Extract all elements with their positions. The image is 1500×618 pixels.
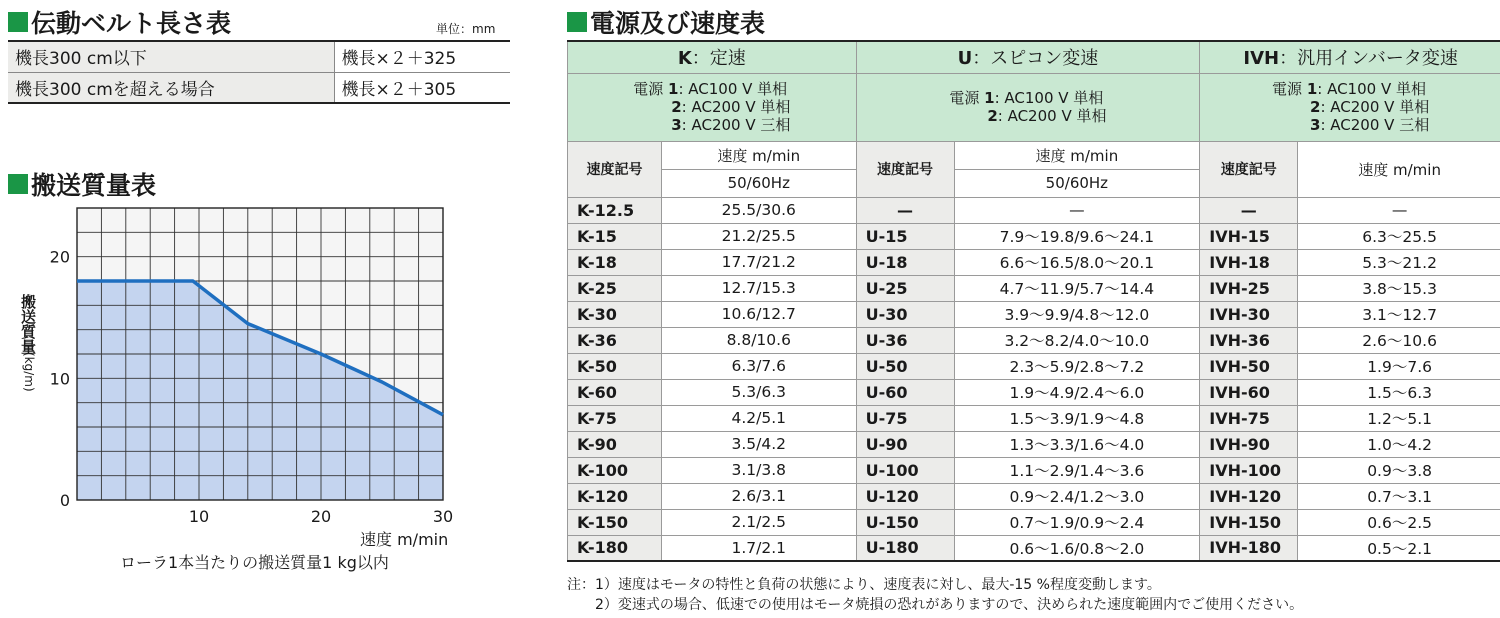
table-row [568, 327, 1500, 353]
speed-value-cell: — [954, 197, 1200, 223]
table-row [568, 353, 1500, 379]
speed-section-title [567, 4, 765, 40]
hz-header-u: 50/60Hz [954, 169, 1200, 197]
speed-value-cell: — [1298, 197, 1500, 223]
speed-value-cell: 2.3～5.9/2.8～7.2 [954, 353, 1200, 379]
group-header-u: U：スピコン変速 [856, 41, 1200, 73]
group-header-row [568, 41, 1500, 73]
speed-code-cell: IVH-180 [1200, 535, 1298, 561]
green-square-icon [8, 174, 28, 194]
speed-value-cell: 2.6～10.6 [1298, 327, 1500, 353]
y-tick-label: 10 [49, 369, 70, 389]
speed-code-cell: IVH-120 [1200, 483, 1298, 509]
table-row [568, 379, 1500, 405]
table-row [568, 275, 1500, 301]
speed-code-cell: — [856, 197, 954, 223]
speed-code-cell: K-100 [568, 457, 662, 483]
speed-code-cell: IVH-60 [1200, 379, 1298, 405]
table-row [568, 431, 1500, 457]
column-header-row [568, 141, 1500, 169]
table-row [568, 457, 1500, 483]
speed-value-cell: 5.3～21.2 [1298, 249, 1500, 275]
table-row [568, 249, 1500, 275]
belt-length-table [8, 40, 510, 104]
power-row [568, 73, 1500, 141]
belt-unit: 単位：mm [436, 22, 496, 36]
power-ivh: 電源 1: AC100 V 単相 2: AC200 V 単相 3: AC200 V 三相 [1200, 73, 1500, 141]
chart-xlabel: 速度 m/min [360, 530, 449, 549]
speed-value-cell: 2.6/3.1 [661, 483, 856, 509]
speed-value-cell: 1.0～4.2 [1298, 431, 1500, 457]
speed-code-cell: — [1200, 197, 1298, 223]
group-header-k: K：定速 [568, 41, 857, 73]
speed-header-k: 速度 m/min [661, 141, 856, 169]
speed-code-cell: K-30 [568, 301, 662, 327]
group-header-ivh: IVH：汎用インバータ変速 [1200, 41, 1500, 73]
speed-value-cell: 3.1/3.8 [661, 457, 856, 483]
speed-value-cell: 1.3～3.3/1.6～4.0 [954, 431, 1200, 457]
speed-value-cell: 6.3/7.6 [661, 353, 856, 379]
speed-code-cell: K-15 [568, 223, 662, 249]
note-2: 2）変速式の場合、低速での使用はモータ焼損の恐れがありますので、決められた速度範囲内でご使用ください。 [567, 597, 1304, 613]
table-row [568, 197, 1500, 223]
speed-code-cell: K-12.5 [568, 197, 662, 223]
speed-value-cell: 1.5～6.3 [1298, 379, 1500, 405]
speed-header-u: 速度 m/min [954, 141, 1200, 169]
speed-value-cell: 17.7/21.2 [661, 249, 856, 275]
mass-section-title [8, 166, 156, 202]
speed-value-cell: 1.5～3.9/1.9～4.8 [954, 405, 1200, 431]
belt-row-label: 機長300 cmを超える場合 [8, 72, 334, 103]
speed-code-cell: IVH-15 [1200, 223, 1298, 249]
speed-value-cell: 0.6～2.5 [1298, 509, 1500, 535]
speed-value-cell: 2.1/2.5 [661, 509, 856, 535]
speed-value-cell: 3.9～9.9/4.8～12.0 [954, 301, 1200, 327]
green-square-icon [8, 12, 28, 32]
speed-code-cell: U-60 [856, 379, 954, 405]
speed-value-cell: 0.7～3.1 [1298, 483, 1500, 509]
speed-value-cell: 12.7/15.3 [661, 275, 856, 301]
speed-value-cell: 0.5～2.1 [1298, 535, 1500, 561]
speed-code-cell: U-50 [856, 353, 954, 379]
y-tick-label: 20 [49, 247, 70, 267]
speed-code-cell: K-25 [568, 275, 662, 301]
chart-ylabel: 搬送質量 [19, 294, 37, 354]
power-u: 電源 1: AC100 V 単相 2: AC200 V 単相 [856, 73, 1200, 141]
mass-chart [0, 200, 470, 530]
speed-code-cell: U-150 [856, 509, 954, 535]
speed-code-cell: U-120 [856, 483, 954, 509]
speed-value-cell: 7.9～19.8/9.6～24.1 [954, 223, 1200, 249]
belt-row-formula: 機長×２＋325 [334, 41, 510, 72]
speed-value-cell: 10.6/12.7 [661, 301, 856, 327]
speed-value-cell: 4.2/5.1 [661, 405, 856, 431]
speed-value-cell: 5.3/6.3 [661, 379, 856, 405]
hz-header-k: 50/60Hz [661, 169, 856, 197]
speed-code-cell: U-25 [856, 275, 954, 301]
speed-code-cell: IVH-150 [1200, 509, 1298, 535]
table-row [568, 483, 1500, 509]
speed-code-cell: U-15 [856, 223, 954, 249]
speed-code-cell: IVH-18 [1200, 249, 1298, 275]
speed-code-cell: IVH-50 [1200, 353, 1298, 379]
speed-code-cell: U-30 [856, 301, 954, 327]
speed-value-cell: 4.7～11.9/5.7～14.4 [954, 275, 1200, 301]
belt-section-title [8, 4, 231, 40]
speed-value-cell: 1.9～7.6 [1298, 353, 1500, 379]
table-row [568, 535, 1500, 561]
speed-code-cell: K-60 [568, 379, 662, 405]
speed-code-cell: U-18 [856, 249, 954, 275]
speed-code-cell: U-75 [856, 405, 954, 431]
speed-code-cell: IVH-90 [1200, 431, 1298, 457]
speed-header-ivh: 速度 m/min [1298, 141, 1500, 197]
table-row [568, 405, 1500, 431]
table-row [8, 41, 510, 72]
speed-code-cell: IVH-36 [1200, 327, 1298, 353]
speed-value-cell: 6.6～16.5/8.0～20.1 [954, 249, 1200, 275]
speed-value-cell: 3.8～15.3 [1298, 275, 1500, 301]
speed-code-cell: IVH-100 [1200, 457, 1298, 483]
speed-code-cell: K-150 [568, 509, 662, 535]
speed-title-text: 電源及び速度表 [590, 9, 766, 38]
x-tick-label: 30 [432, 507, 454, 526]
speed-code-cell: K-90 [568, 431, 662, 457]
speed-code-cell: K-18 [568, 249, 662, 275]
speed-code-cell: U-100 [856, 457, 954, 483]
x-tick-label: 10 [188, 507, 210, 526]
y-tick-label: 0 [59, 491, 70, 510]
speed-value-cell: 8.8/10.6 [661, 327, 856, 353]
belt-row-label: 機長300 cm以下 [8, 41, 334, 72]
table-row [8, 72, 510, 103]
speed-code-cell: IVH-75 [1200, 405, 1298, 431]
speed-value-cell: 1.9～4.9/2.4～6.0 [954, 379, 1200, 405]
speed-value-cell: 3.1～12.7 [1298, 301, 1500, 327]
speed-value-cell: 6.3～25.5 [1298, 223, 1500, 249]
code-header-ivh: 速度記号 [1200, 141, 1298, 197]
table-row [568, 301, 1500, 327]
green-square-icon [567, 12, 587, 32]
speed-code-cell: U-36 [856, 327, 954, 353]
speed-code-cell: K-50 [568, 353, 662, 379]
x-tick-label: 20 [310, 507, 332, 526]
table-row [568, 223, 1500, 249]
speed-code-cell: K-36 [568, 327, 662, 353]
speed-value-cell: 1.7/2.1 [661, 535, 856, 561]
note-1: 注：1）速度はモータの特性と負荷の状態により、速度表に対し、最大-15 %程度変動します。 [567, 577, 1161, 593]
speed-value-cell: 0.7～1.9/0.9～2.4 [954, 509, 1200, 535]
speed-notes [567, 575, 1303, 615]
speed-value-cell: 1.1～2.9/1.4～3.6 [954, 457, 1200, 483]
code-header-u: 速度記号 [856, 141, 954, 197]
speed-code-cell: U-90 [856, 431, 954, 457]
speed-code-cell: K-75 [568, 405, 662, 431]
table-row [568, 509, 1500, 535]
speed-value-cell: 21.2/25.5 [661, 223, 856, 249]
speed-value-cell: 0.6～1.6/0.8～2.0 [954, 535, 1200, 561]
speed-value-cell: 1.2～5.1 [1298, 405, 1500, 431]
speed-code-cell: IVH-30 [1200, 301, 1298, 327]
speed-value-cell: 25.5/30.6 [661, 197, 856, 223]
speed-value-cell: 3.5/4.2 [661, 431, 856, 457]
speed-code-cell: K-180 [568, 535, 662, 561]
speed-table [567, 40, 1500, 562]
power-k: 電源 1: AC100 V 単相 2: AC200 V 単相 3: AC200 V 三相 [568, 73, 857, 141]
belt-row-formula: 機長×２＋305 [334, 72, 510, 103]
speed-value-cell: 0.9～2.4/1.2～3.0 [954, 483, 1200, 509]
mass-title-text: 搬送質量表 [31, 171, 157, 200]
chart-note: ローラ1本当たりの搬送質量1 kg以内 [120, 553, 389, 572]
speed-code-cell: U-180 [856, 535, 954, 561]
speed-value-cell: 0.9～3.8 [1298, 457, 1500, 483]
belt-title-text: 伝動ベルト長さ表 [31, 9, 232, 38]
code-header-k: 速度記号 [568, 141, 662, 197]
speed-code-cell: IVH-25 [1200, 275, 1298, 301]
speed-value-cell: 3.2～8.2/4.0～10.0 [954, 327, 1200, 353]
speed-code-cell: K-120 [568, 483, 662, 509]
chart-yunit: (kg/m) [22, 352, 36, 392]
